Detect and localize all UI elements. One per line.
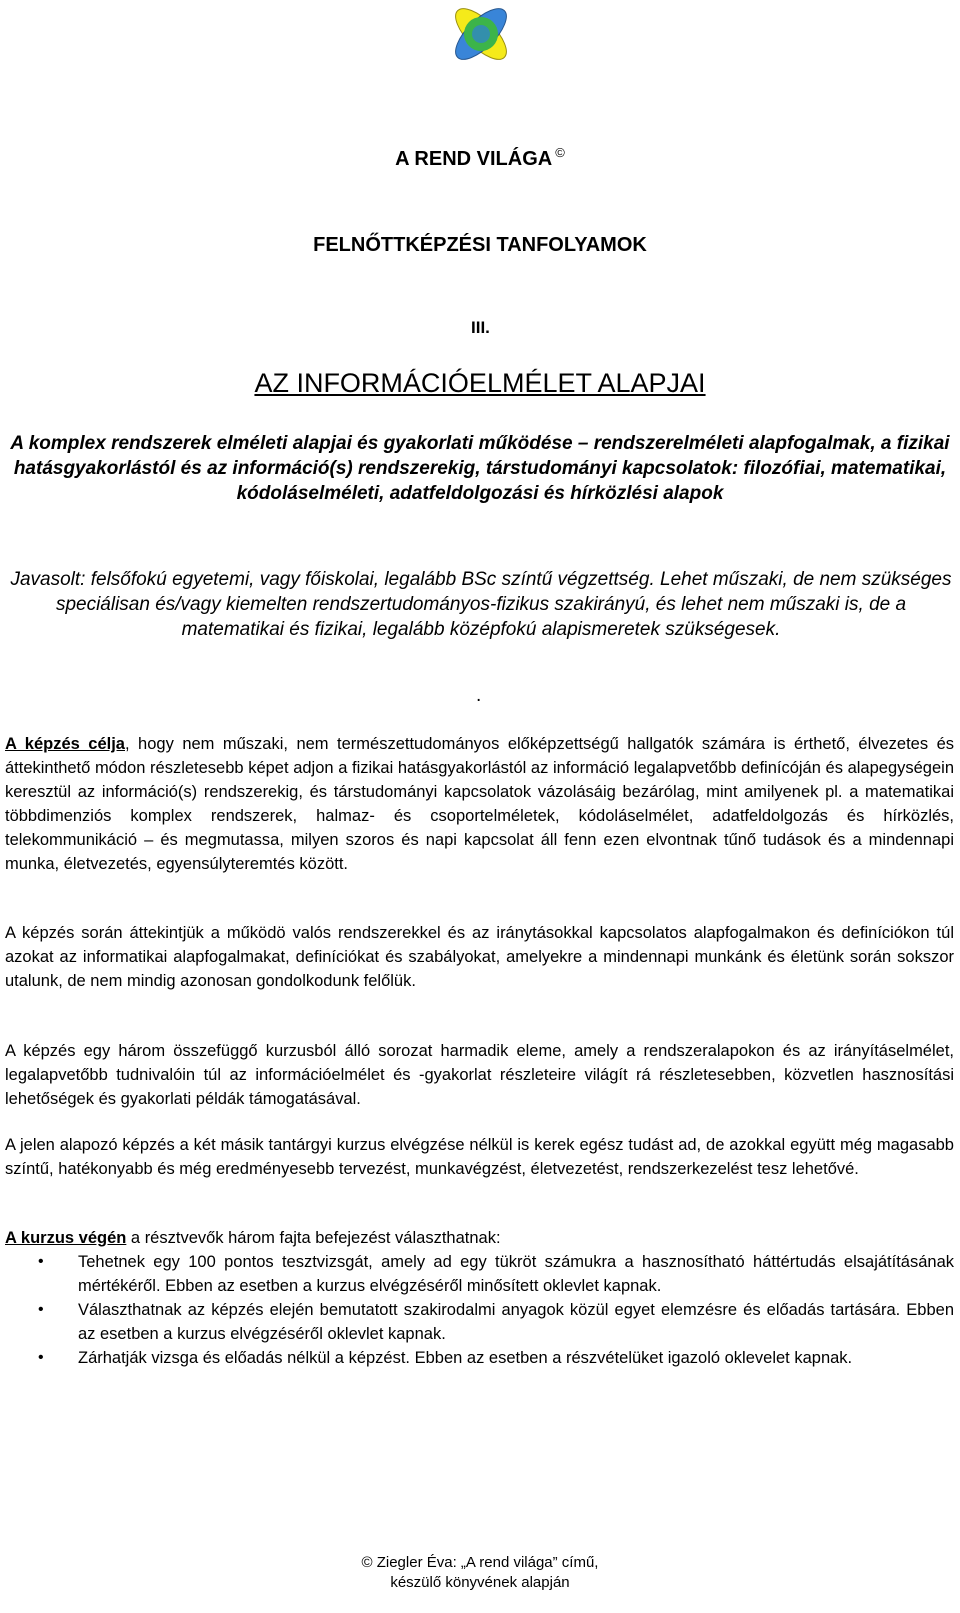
course-end-lead: A kurzus végén (5, 1229, 127, 1247)
paragraph-course-end (5, 1226, 954, 1250)
footer (0, 1553, 960, 1593)
footer-line-1: © Ziegler Éva: „A rend világa” című, (361, 1554, 599, 1571)
goal-text: , hogy nem műszaki, nem természettudományos előképzettségű hallgatók számára is érthető, élvezetes és áttekinthető módon részletesebb képet adjon a fizikai hatásgyakorlástól az információ legalapvetőbb definícóján és alapegységein keresztül az információ(s) rendszerekig, és társtudományi kapcsolatok vázolásáig bezárólag, mint amilyenek pl. a matematikai többdimenziós komplex rendszerek, halmaz- és csoportelméletek, kódoláselmélet, adatfeldolgozás és hírközlés, telekommunikáció – és megmutassa, milyen szoros és napi kapcsolat áll fenn ezen elvontnak tűnő tudások és a mindennapi munka, életvezetés, egyensúlyteremtés között. (5, 735, 954, 873)
course-end-text: a résztvevők három fajta befejezést választhatnak: (126, 1229, 501, 1247)
list-item-text: Választhatnak az képzés elején bemutatott szakirodalmi anyagok közül egyet elemzésre és előadás tartására. Ebben az esetben a kurzus elvégzéséről oklevlet kapnak. (78, 1301, 954, 1343)
completion-options-list (5, 1250, 954, 1370)
course-number: III. (471, 318, 490, 337)
course-title: AZ INFORMÁCIÓELMÉLET ALAPJAI (254, 368, 706, 398)
list-item-text: Tehetnek egy 100 pontos tesztvizsgát, amely ad egy tükröt számukra a hasznosítható háttértudás elsajátításának mértékéről. Ebben az esetben a kurzus elvégzéséről minősített oklevlet kapnak. (78, 1253, 954, 1295)
paragraph-overview: A képzés során áttekintjük a működö valós rendszerekkel és az iránytásokkal kapcsolatos alapfogalmakon és definíciókon túl azokat az informatikai alapfogalmakat, definíciókat és szabályokat, amelyekre a mindennapi munkánk és életünk során sokszor utalunk, de nem mindig azonosan gondolkodunk felőlük. (5, 924, 954, 990)
bullet-icon: • (38, 1253, 44, 1270)
bullet-icon: • (38, 1301, 44, 1318)
copyright-mark: © (555, 145, 565, 160)
bullet-icon: • (38, 1349, 44, 1366)
list-item (5, 1298, 954, 1346)
list-item (5, 1346, 954, 1370)
footer-line-2: készülő könyvének alapján (390, 1574, 570, 1591)
list-item-text: Zárhatják vizsga és előadás nélkül a képzést. Ebben az esetben a részvételüket igazoló oklevelet kapnak. (78, 1349, 853, 1367)
paragraph-standalone: A jelen alapozó képzés a két másik tantárgyi kurzus elvégzése nélkül is kerek egész tudást ad, de azokkal együtt még magasabb színtű, hatékonyabb és még eredményesebb tervezést, munkavégzést, életvezetést, rendszerkezelést tesz lehetővé. (5, 1136, 954, 1178)
subtitle: FELNŐTTKÉPZÉSI TANFOLYAMOK (313, 234, 647, 256)
separator-dot: . (476, 685, 482, 706)
course-description: A komplex rendszerek elméleti alapjai és gyakorlati működése – rendszerelméleti alapfogalmak, a fizikai hatásgyakorlástól és az információ(s) rendszerekig, társtudományi kapcsolatok: filozófiai, matematikai, kódoláselméleti, adatfeldolgozási és hírközlési alapok (10, 433, 950, 504)
paragraph-series: A képzés egy három összefüggő kurzusból álló sorozat harmadik eleme, amely a rendszeralapokon és az irányításelmélet, legalapvetőbb tudnivalóin túl az információelmélet és -gyakorlat részleteire világít rá részletesebben, közvetlen hasznosítási lehetőségek és gyakorlati példák támogatásával. (5, 1042, 954, 1108)
list-item (5, 1250, 954, 1298)
suggested-prerequisites: Javasolt: felsőfokú egyetemi, vagy főiskolai, legalább BSc színtű végzettség. Lehet műszaki, de nem szükséges speciálisan és/vagy kiemelten rendszertudományos-fizikus szakirányú, és lehet nem műszaki is, de a matematikai és fizikai, legalább középfokú alapismeretek szükségesek. (10, 569, 952, 640)
main-title-text: A REND VILÁGA (395, 148, 553, 170)
logo-icon (446, 0, 516, 68)
main-title (0, 145, 960, 171)
paragraph-goal (5, 732, 954, 876)
goal-lead: A képzés célja (5, 735, 125, 753)
